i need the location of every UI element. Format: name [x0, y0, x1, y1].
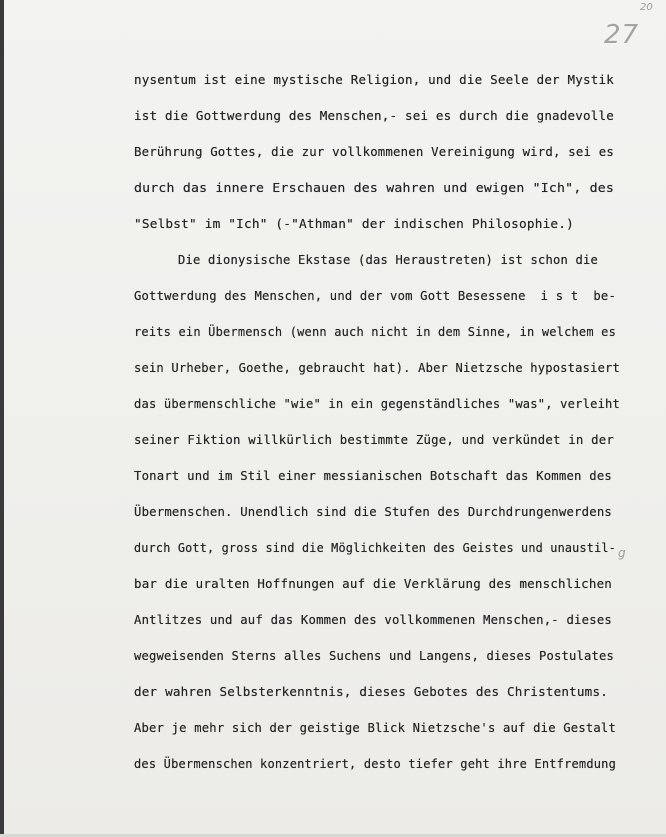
text-line: durch das innere Erschauen des wahren und ewigen "Ich", des: [134, 180, 614, 195]
text-line: ist die Gottwerdung des Menschen,- sei es durch die gnadevolle: [134, 108, 614, 123]
text-line: seiner Fiktion willkürlich bestimmte Züge, und verkündet in der: [134, 432, 614, 447]
text-line: Übermenschen. Unendlich sind die Stufen des Durchdrungenwerdens: [134, 504, 612, 519]
text-line: Berührung Gottes, die zur vollkommenen Vereinigung wird, sei es: [134, 144, 614, 159]
text-line: reits ein Übermensch (wenn auch nicht in dem Sinne, in welchem es: [134, 324, 616, 339]
text-line: Gottwerdung des Menschen, und der vom Gott Besessene i s t be-: [134, 288, 616, 303]
text-line: Die dionysische Ekstase (das Heraustreten) ist schon die: [178, 252, 598, 267]
text-line: das übermenschliche "wie" in ein gegenständliches "was", verleiht: [134, 396, 620, 411]
margin-note: g: [618, 546, 626, 560]
text-line: der wahren Selbsterkenntnis, dieses Gebotes des Christentums.: [134, 684, 608, 699]
text-line: durch Gott, gross sind die Möglichkeiten des Geistes und unaustil-: [134, 540, 616, 555]
page-number-small: 20: [640, 2, 653, 13]
text-line: Tonart und im Stil einer messianischen Botschaft das Kommen des: [134, 468, 612, 483]
text-line: Aber je mehr sich der geistige Blick Nietzsche's auf die Gestalt: [134, 720, 616, 735]
text-line: nysentum ist eine mystische Religion, und die Seele der Mystik: [134, 72, 614, 87]
text-line: wegweisenden Sterns alles Suchens und Langens, dieses Postulates: [134, 648, 614, 663]
text-line: sein Urheber, Goethe, gebraucht hat). Aber Nietzsche hypostasiert: [134, 360, 620, 375]
text-line: bar die uralten Hoffnungen auf die Verklärung des menschlichen: [134, 576, 612, 591]
page-number-large: 27: [604, 20, 640, 50]
text-line: "Selbst" im "Ich" (-"Athman" der indischen Philosophie.): [134, 216, 574, 231]
text-line: des Übermenschen konzentriert, desto tiefer geht ihre Entfremdung: [134, 756, 616, 771]
text-line: Antlitzes und auf das Kommen des vollkommenen Menschen,- dieses: [134, 612, 612, 627]
